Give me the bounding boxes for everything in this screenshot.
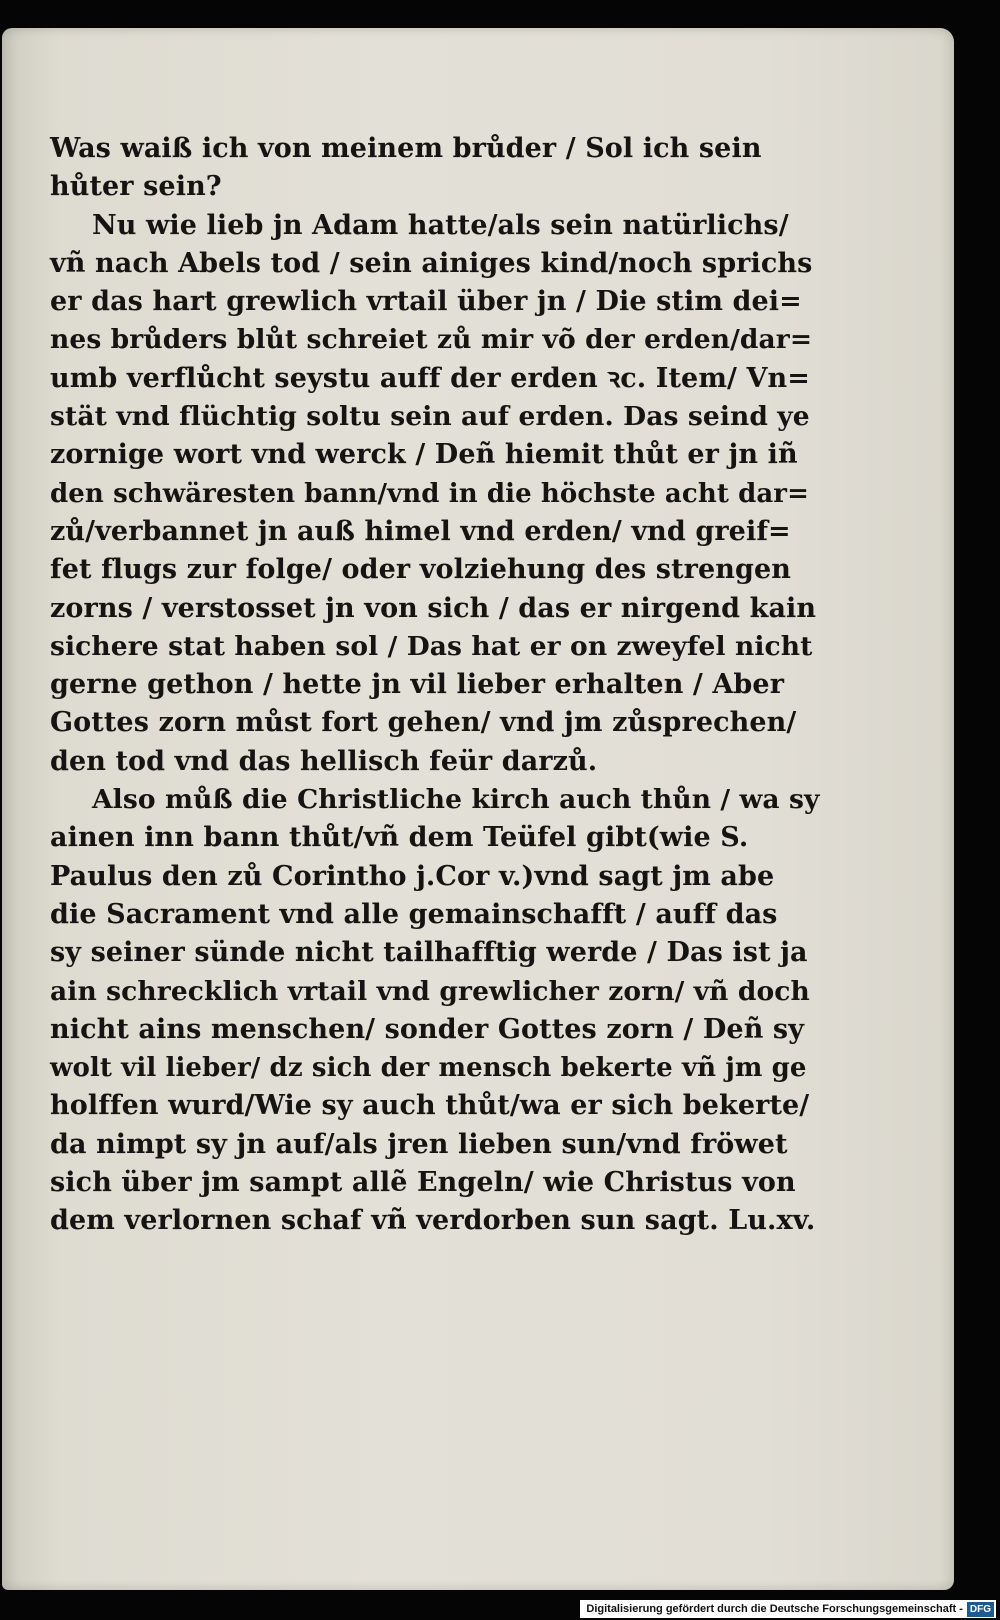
text-line-11: zů/verbannet jn auß himel vnd erden/ vnd greif= (50, 515, 791, 547)
text-line-29: dem verlornen schaf vñ verdorben sun sagt. Lu.xv. (50, 1205, 816, 1237)
text-line-10: den schwäresten bann/vnd in die höchste acht dar= (50, 478, 809, 509)
text-line-12: fet flugs zur folge/ oder volziehung des strengen (50, 554, 791, 586)
text-line-5: er das hart grewlich vrtail über jn / Die stim dei= (50, 286, 802, 318)
text-line-18: Also můß die Christliche kirch auch thůn / wa sy (92, 784, 820, 816)
text-line-6: nes brůders blůt schreiet zů mir võ der erden/dar= (50, 324, 813, 356)
text-line-27: da nimpt sy jn auf/als jren lieben sun/vnd fröwet (50, 1128, 788, 1160)
text-line-4: vñ nach Abels tod / sein ainiges kind/noch sprichs (50, 247, 813, 279)
funding-notice: Digitalisierung gefördert durch die Deutsche Forschungsgemeinschaft - (586, 1603, 963, 1615)
text-line-25: wolt vil lieber/ dz sich der mensch bekerte vñ jm ge (50, 1053, 807, 1084)
text-line-2: hůter sein? (50, 171, 222, 203)
text-line-8: stät vnd flüchtig soltu sein auf erden. Das seind ye (50, 401, 810, 433)
text-line-28: sich über jm sampt allẽ Engeln/ wie Christus von (50, 1167, 796, 1199)
text-line-19: ainen inn bann thůt/vñ dem Teüfel gibt(wie S. (50, 822, 749, 854)
text-line-24: nicht ains menschen/ sonder Gottes zorn / Deñ sy (50, 1013, 805, 1045)
book-page (2, 28, 954, 1590)
text-line-16: Gottes zorn můst fort gehen/ vnd jm zůsprechen/ (50, 707, 797, 739)
text-line-7: umb verflůcht seystu auff der erden ꝛc. Item/ Vn= (50, 362, 810, 394)
text-line-15: gerne gethon / hette jn vil lieber erhalten / Aber (50, 669, 785, 701)
text-line-14: sichere stat haben sol / Das hat er on zweyfel nicht (50, 630, 813, 662)
text-line-20: Paulus den zů Corintho j.Cor v.)vnd sagt jm abe (50, 860, 775, 892)
text-line-1: Was waiß ich von meinem brůder / Sol ich sein (50, 133, 762, 164)
text-line-23: ain schrecklich vrtail vnd grewlicher zorn/ vñ doch (50, 975, 810, 1007)
dfg-logo: DFG (967, 1602, 994, 1617)
text-line-9: zornige wort vnd werck / Deñ hiemit thůt er jn iñ (50, 439, 798, 471)
text-line-22: sy seiner sünde nicht tailhafftig werde / Das ist ja (50, 937, 808, 969)
text-line-21: die Sacrament vnd alle gemainschafft / auff das (50, 898, 778, 930)
text-line-3: Nu wie lieb jn Adam hatte/als sein natürlichs/ (92, 209, 789, 241)
text-line-13: zorns / verstosset jn von sich / das er nirgend kain (50, 592, 817, 624)
text-line-26: holffen wurd/Wie sy auch thůt/wa er sich bekerte/ (50, 1090, 810, 1122)
digitization-footer (580, 1600, 996, 1618)
text-block (50, 130, 820, 1241)
text-line-17: den tod vnd das hellisch feür darzů. (50, 745, 598, 777)
